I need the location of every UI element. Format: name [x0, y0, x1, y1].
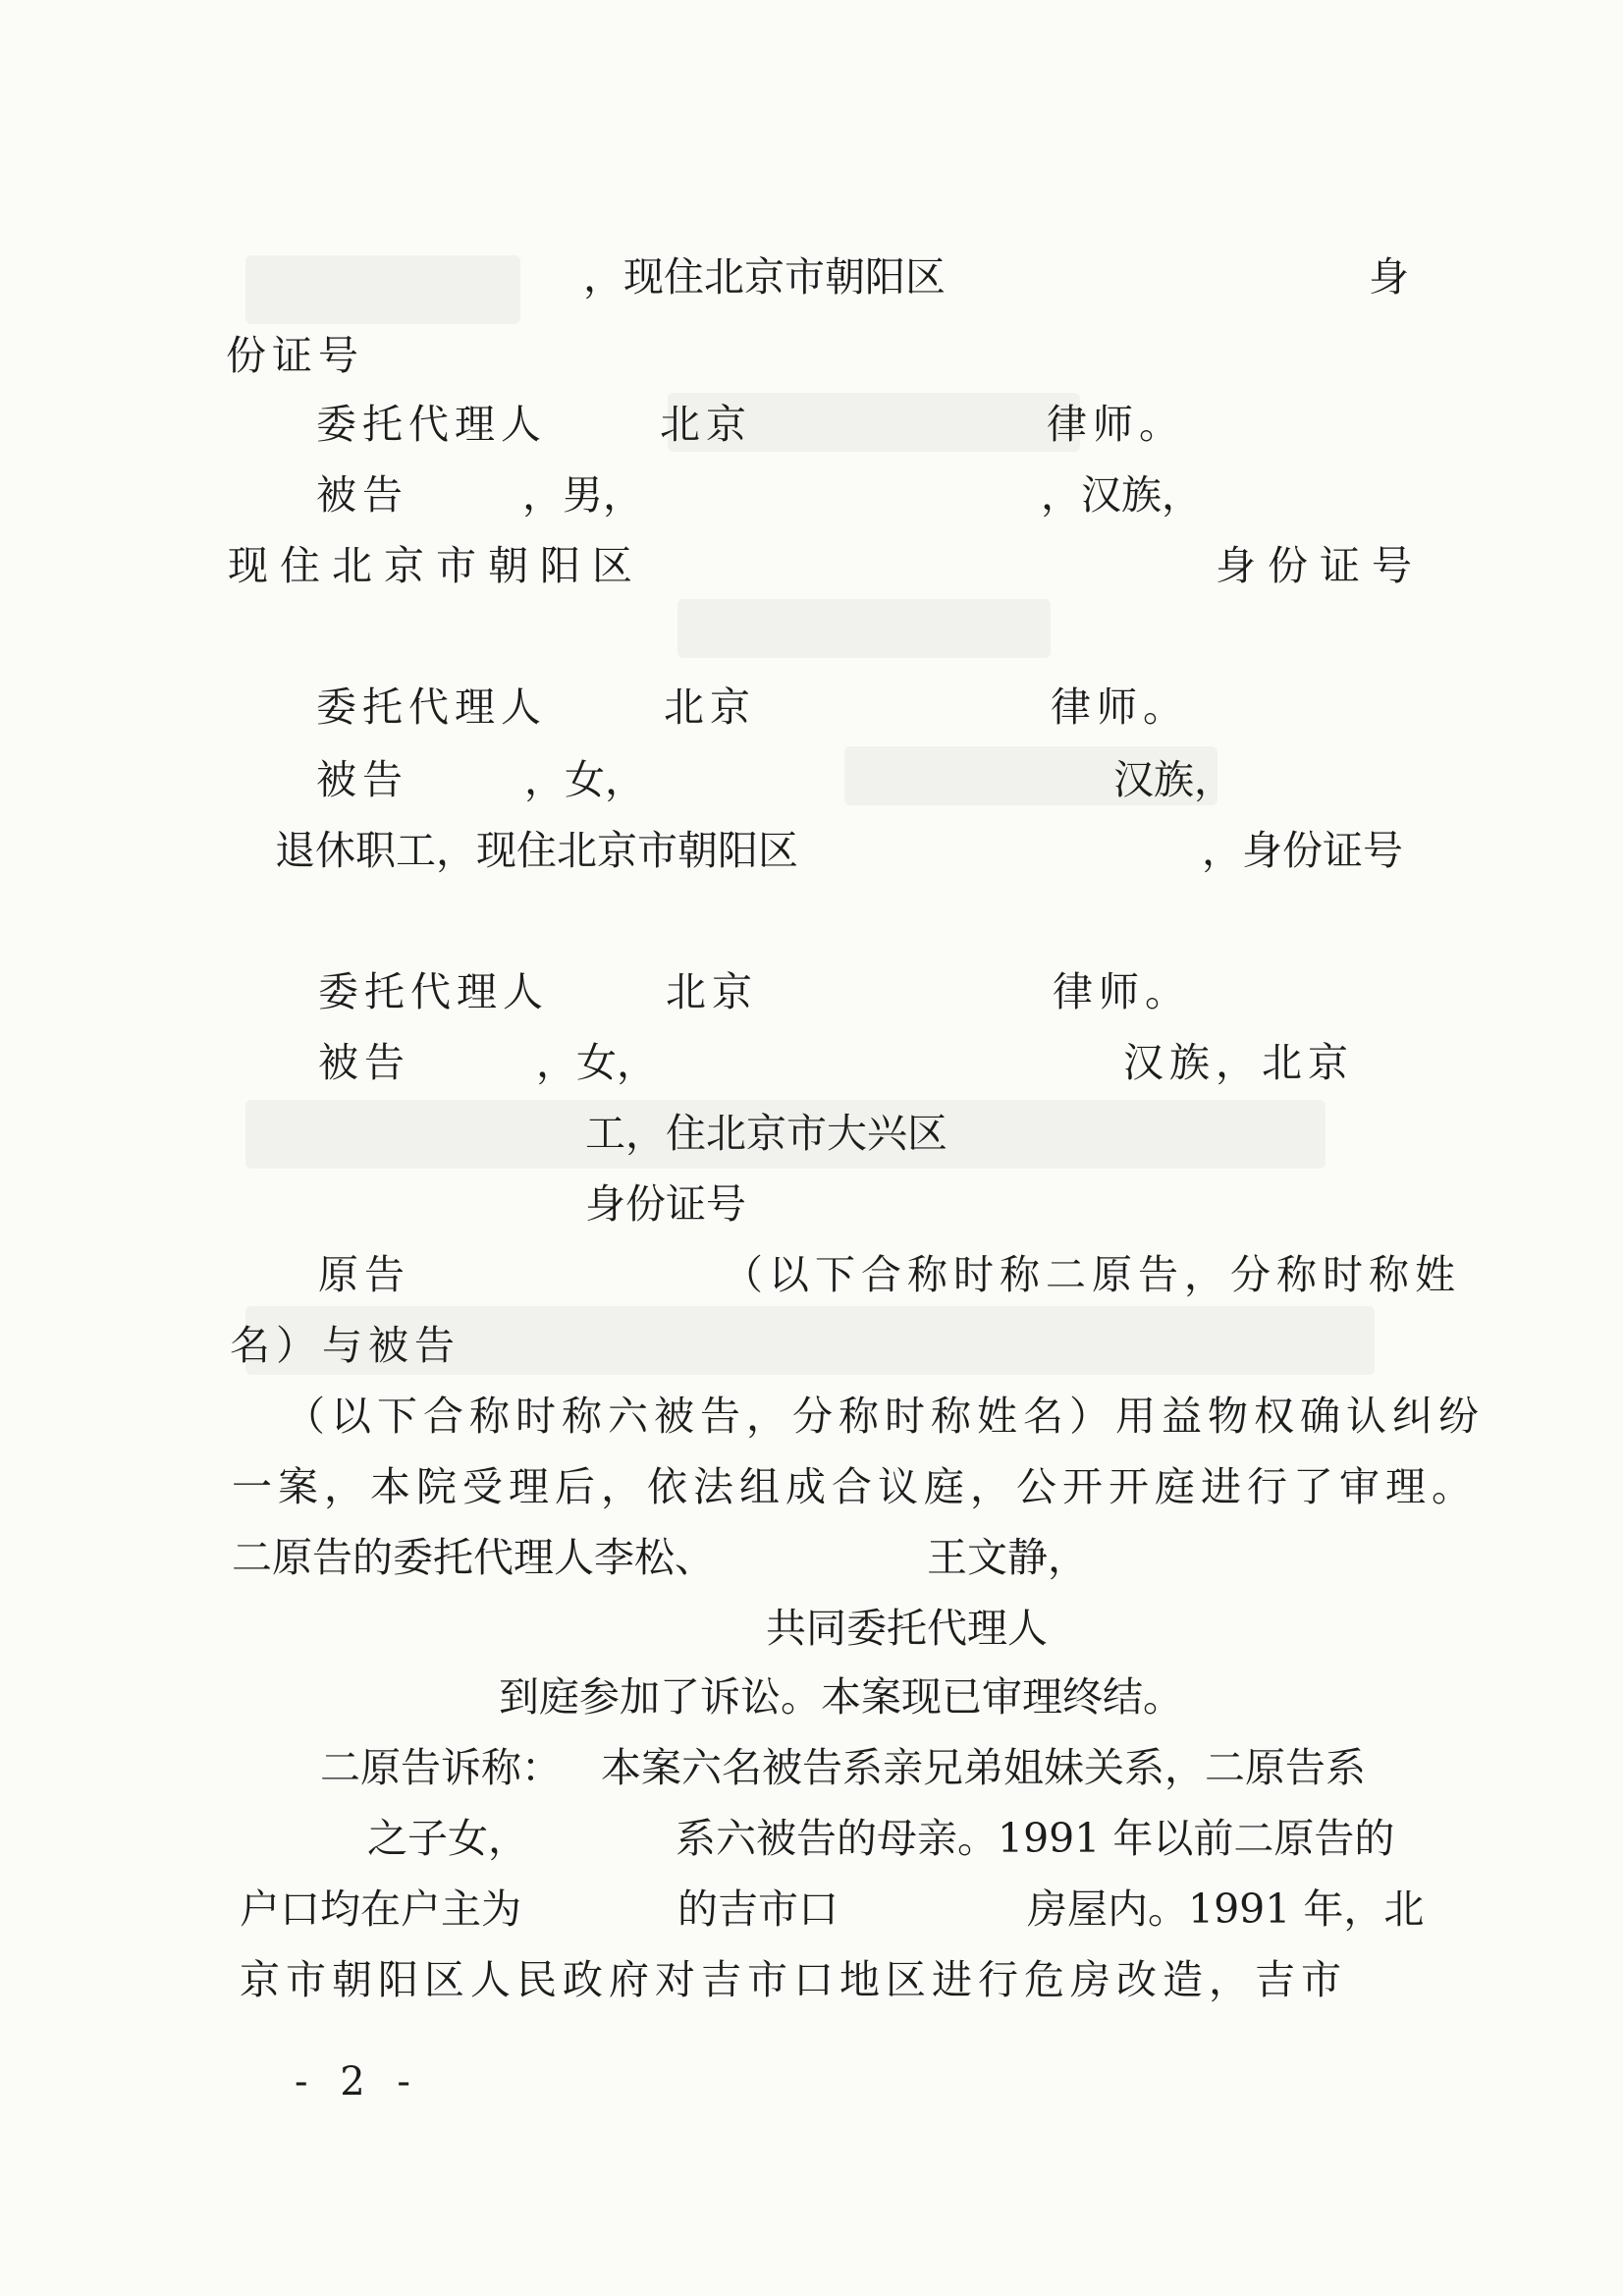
line-9b: 北京 [666, 968, 758, 1015]
line-13b: （以下合称时称二原告，分称时称姓 [723, 1251, 1461, 1298]
line-5b: 身份证号 [1216, 542, 1424, 589]
line-1b: 身 [1369, 253, 1409, 301]
line-3a: 委托代理人 [316, 401, 547, 448]
line-6b: 北京 [664, 683, 756, 731]
line-15: （以下合称时称六被告，分称时称姓名）用益物权确认纠纷 [285, 1393, 1485, 1440]
line-20a: 二原告诉称： [320, 1744, 562, 1791]
line-22a: 户口均在户主为 [240, 1886, 521, 1933]
line-14: 名）与被告 [230, 1322, 460, 1369]
line-3c: 律师。 [1047, 401, 1185, 448]
line-8b: ，身份证号 [1202, 827, 1403, 874]
line-8a: 退休职工，现住北京市朝阳区 [275, 827, 798, 874]
line-4b: ，男， [522, 471, 643, 519]
line-23: 京市朝阳区人民政府对吉市口地区进行危房改造，吉市 [240, 1956, 1347, 2003]
line-9c: 律师。 [1053, 968, 1191, 1015]
line-3b: 北京 [660, 401, 752, 448]
page-number: - 2 - [295, 2059, 420, 2105]
line-11: 工，住北京市大兴区 [585, 1110, 947, 1157]
line-22b: 的吉市口 [677, 1886, 839, 1933]
line-6c: 律师。 [1051, 683, 1189, 731]
line-13a: 原告 [318, 1251, 410, 1298]
line-5a: 现住北京市朝阳区 [228, 542, 644, 589]
line-17a: 二原告的委托代理人李松、 [232, 1534, 715, 1581]
line-12: 身份证号 [585, 1180, 746, 1228]
line-19: 到庭参加了诉讼。本案现已审理终结。 [499, 1673, 1183, 1721]
line-7a: 被告 [316, 756, 408, 803]
line-4a: 被告 [316, 471, 408, 519]
line-21a: 之子女， [367, 1815, 528, 1862]
line-4c: ，汉族， [1041, 471, 1202, 519]
line-6a: 委托代理人 [316, 683, 547, 731]
line-7c: 汉族， [1113, 756, 1234, 803]
line-18: 共同委托代理人 [766, 1605, 1048, 1652]
line-10a: 被告 [318, 1039, 410, 1086]
line-22c: 房屋内。1991 年，北 [1027, 1886, 1425, 1933]
line-17b: 王文静， [927, 1534, 1088, 1581]
line-20b: 本案六名被告系亲兄弟姐妹关系，二原告系 [601, 1744, 1366, 1791]
line-2: 份证号 [226, 332, 364, 379]
line-10b: ，女， [536, 1039, 657, 1086]
redaction-smudge [677, 599, 1051, 658]
line-1a: ，现住北京市朝阳区 [583, 253, 946, 301]
line-10c: 汉族，北京 [1123, 1039, 1354, 1086]
line-7b: ，女， [524, 756, 645, 803]
line-9a: 委托代理人 [318, 968, 549, 1015]
line-16: 一案，本院受理后，依法组成合议庭，公开开庭进行了审理。 [232, 1463, 1478, 1510]
line-21b: 系六被告的母亲。1991 年以前二原告的 [676, 1815, 1395, 1862]
redaction-smudge [245, 255, 520, 324]
